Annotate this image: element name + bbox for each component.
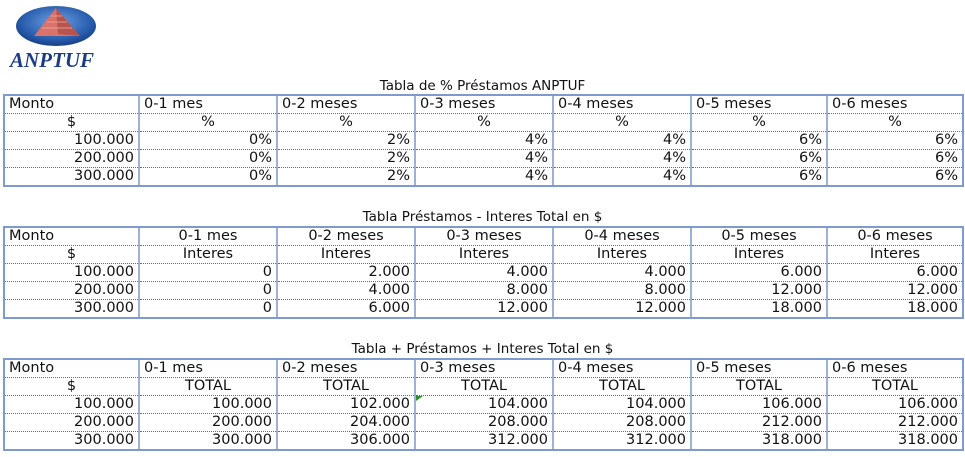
unit-cell[interactable]: $	[4, 246, 139, 264]
value-cell[interactable]: 100.000	[139, 396, 277, 414]
value-cell[interactable]: 4.000	[415, 264, 553, 282]
header-row	[4, 359, 963, 378]
header-cell[interactable]: 0-1 mes	[139, 359, 277, 378]
table-title: Tabla + Préstamos + Interes Total en $	[351, 341, 614, 357]
value-cell[interactable]: 4%	[415, 132, 553, 150]
value-cell[interactable]: 0	[139, 264, 277, 282]
table-row	[4, 300, 963, 319]
header-cell[interactable]: 0-1 mes	[139, 227, 277, 246]
unit-cell[interactable]: Interes	[827, 246, 963, 264]
interest-table	[3, 226, 964, 319]
value-cell[interactable]: 6%	[827, 132, 963, 150]
value-cell[interactable]: 6%	[691, 132, 827, 150]
value-cell[interactable]: 312.000	[415, 432, 553, 451]
unit-row	[4, 246, 963, 264]
table-row	[4, 264, 963, 282]
value-cell[interactable]: 312.000	[553, 432, 691, 451]
header-cell[interactable]: Monto	[4, 95, 139, 114]
table-row	[4, 132, 963, 150]
table-row	[4, 150, 963, 168]
anptuf-logo	[6, 4, 146, 72]
amount-cell[interactable]: 100.000	[4, 264, 139, 282]
table-row	[4, 414, 963, 432]
percent-table	[3, 94, 964, 187]
unit-cell[interactable]: $	[4, 378, 139, 396]
value-cell[interactable]: 4%	[553, 168, 691, 187]
value-cell[interactable]: 4%	[415, 150, 553, 168]
total-table	[3, 358, 964, 451]
value-cell[interactable]: 106.000	[691, 396, 827, 414]
value-cell[interactable]: 318.000	[827, 432, 963, 451]
value-cell[interactable]: 18.000	[827, 300, 963, 319]
header-cell[interactable]: 0-2 meses	[277, 95, 415, 114]
header-cell[interactable]: 0-6 meses	[827, 359, 963, 378]
unit-cell[interactable]: TOTAL	[691, 378, 827, 396]
unit-cell[interactable]: %	[691, 114, 827, 132]
amount-cell[interactable]: 200.000	[4, 282, 139, 300]
unit-cell[interactable]: %	[827, 114, 963, 132]
amount-cell[interactable]: 200.000	[4, 150, 139, 168]
value-cell[interactable]: 0%	[139, 168, 277, 187]
value-cell[interactable]: 306.000	[277, 432, 415, 451]
header-cell[interactable]: 0-4 meses	[553, 227, 691, 246]
unit-cell[interactable]: $	[4, 114, 139, 132]
unit-cell[interactable]: Interes	[277, 246, 415, 264]
logo-text: ANPTUF	[10, 48, 94, 72]
value-cell[interactable]: 2%	[277, 168, 415, 187]
header-cell[interactable]: 0-2 meses	[277, 227, 415, 246]
header-cell[interactable]: 0-6 meses	[827, 227, 963, 246]
value-cell[interactable]: 6.000	[691, 264, 827, 282]
header-cell[interactable]: Monto	[4, 359, 139, 378]
value-cell[interactable]: 18.000	[691, 300, 827, 319]
value-cell[interactable]: 104.000	[553, 396, 691, 414]
value-cell[interactable]: 8.000	[553, 282, 691, 300]
unit-cell[interactable]: %	[553, 114, 691, 132]
value-cell[interactable]: 2%	[277, 150, 415, 168]
value-cell[interactable]: 0%	[139, 132, 277, 150]
value-cell[interactable]: 8.000	[415, 282, 553, 300]
amount-cell[interactable]: 300.000	[4, 168, 139, 187]
value-cell[interactable]: 0	[139, 282, 277, 300]
unit-cell[interactable]: %	[277, 114, 415, 132]
unit-cell[interactable]: %	[139, 114, 277, 132]
value-cell[interactable]: 6.000	[277, 300, 415, 319]
header-cell[interactable]: 0-5 meses	[691, 227, 827, 246]
value-cell[interactable]: 12.000	[827, 282, 963, 300]
value-cell[interactable]: 300.000	[139, 432, 277, 451]
value-cell[interactable]: 208.000	[415, 414, 553, 432]
value-cell[interactable]: 6%	[691, 168, 827, 187]
header-cell[interactable]: 0-4 meses	[553, 359, 691, 378]
unit-cell[interactable]: TOTAL	[827, 378, 963, 396]
value-cell-with-comment-indicator[interactable]: 104.000	[415, 396, 553, 414]
header-cell[interactable]: 0-3 meses	[415, 227, 553, 246]
value-cell[interactable]: 12.000	[415, 300, 553, 319]
header-cell[interactable]: Monto	[4, 227, 139, 246]
header-cell[interactable]: 0-6 meses	[827, 95, 963, 114]
amount-cell[interactable]: 300.000	[4, 300, 139, 319]
value-cell[interactable]: 6%	[827, 150, 963, 168]
value-cell[interactable]: 200.000	[139, 414, 277, 432]
value-cell[interactable]: 4.000	[277, 282, 415, 300]
value-cell[interactable]: 204.000	[277, 414, 415, 432]
value-cell[interactable]: 102.000	[277, 396, 415, 414]
value-cell[interactable]: 6.000	[827, 264, 963, 282]
header-cell[interactable]: 0-2 meses	[277, 359, 415, 378]
value-cell[interactable]: 318.000	[691, 432, 827, 451]
table-row	[4, 432, 963, 451]
header-cell[interactable]: 0-3 meses	[415, 95, 553, 114]
unit-row	[4, 114, 963, 132]
header-row	[4, 227, 963, 246]
value-cell[interactable]: 2%	[277, 132, 415, 150]
unit-row	[4, 378, 963, 396]
unit-cell[interactable]: Interes	[139, 246, 277, 264]
value-cell[interactable]: 4%	[415, 168, 553, 187]
table-row	[4, 168, 963, 187]
header-row	[4, 95, 963, 114]
amount-cell[interactable]: 300.000	[4, 432, 139, 451]
value-cell[interactable]: 4%	[553, 150, 691, 168]
header-cell[interactable]: 0-3 meses	[415, 359, 553, 378]
header-cell[interactable]: 0-4 meses	[553, 95, 691, 114]
header-cell[interactable]: 0-1 mes	[139, 95, 277, 114]
amount-cell[interactable]: 100.000	[4, 132, 139, 150]
amount-cell[interactable]: 100.000	[4, 396, 139, 414]
table-row	[4, 396, 963, 414]
table-row	[4, 282, 963, 300]
table-title: Tabla de % Préstamos ANPTUF	[379, 78, 586, 94]
value-cell[interactable]: 4.000	[553, 264, 691, 282]
header-cell[interactable]: 0-5 meses	[691, 95, 827, 114]
unit-cell[interactable]: %	[415, 114, 553, 132]
value-cell[interactable]: 208.000	[553, 414, 691, 432]
unit-cell[interactable]: TOTAL	[415, 378, 553, 396]
unit-cell[interactable]: Interes	[553, 246, 691, 264]
value-cell[interactable]: 106.000	[827, 396, 963, 414]
table-title: Tabla Préstamos - Interes Total en $	[362, 209, 603, 225]
value-cell[interactable]: 12.000	[691, 282, 827, 300]
value-cell[interactable]: 2.000	[277, 264, 415, 282]
value-cell[interactable]: 212.000	[827, 414, 963, 432]
unit-cell[interactable]: Interes	[691, 246, 827, 264]
unit-cell[interactable]: Interes	[415, 246, 553, 264]
unit-cell[interactable]: TOTAL	[139, 378, 277, 396]
value-cell[interactable]: 4%	[553, 132, 691, 150]
value-cell[interactable]: 212.000	[691, 414, 827, 432]
value-cell[interactable]: 6%	[691, 150, 827, 168]
unit-cell[interactable]: TOTAL	[277, 378, 415, 396]
value-cell[interactable]: 6%	[827, 168, 963, 187]
amount-cell[interactable]: 200.000	[4, 414, 139, 432]
pyramid-logo-icon	[6, 4, 146, 52]
value-cell[interactable]: 0%	[139, 150, 277, 168]
value-cell[interactable]: 0	[139, 300, 277, 319]
unit-cell[interactable]: TOTAL	[553, 378, 691, 396]
header-cell[interactable]: 0-5 meses	[691, 359, 827, 378]
value-cell[interactable]: 12.000	[553, 300, 691, 319]
